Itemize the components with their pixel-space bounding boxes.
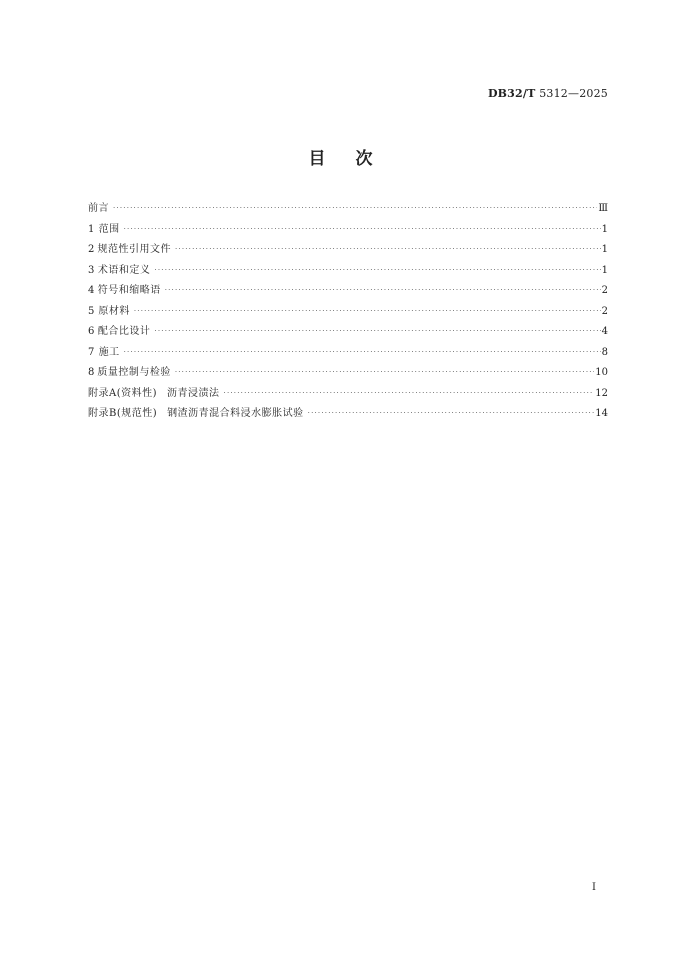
toc-entry-label xyxy=(88,404,308,419)
toc-entry-appendix-b[interactable] xyxy=(88,404,608,425)
toc-entry-label: 规范性引用文件 xyxy=(97,244,171,255)
page-number: Ⅰ xyxy=(592,882,596,893)
toc-entry-foreword[interactable] xyxy=(88,199,608,220)
toc-leader-dots xyxy=(175,245,601,253)
toc-page-number: 1 xyxy=(601,264,608,276)
toc-page-number: 8 xyxy=(601,346,608,358)
toc-leader-dots xyxy=(308,409,595,417)
toc-leader-dots xyxy=(124,348,601,356)
toc-entry-label: 原材料 xyxy=(98,305,130,317)
toc-entry-number: 5 xyxy=(88,305,95,317)
toc-entry-number: 7 xyxy=(88,346,95,358)
toc-leader-dots xyxy=(224,389,595,397)
toc-entry-quality-control[interactable] xyxy=(88,363,608,384)
toc-page-number: 2 xyxy=(601,285,608,296)
toc-entry-label: 施工 xyxy=(98,346,120,358)
toc-page-number: Ⅲ xyxy=(598,203,608,214)
toc-page-number: 2 xyxy=(601,305,608,317)
toc-leader-dots xyxy=(113,204,597,212)
appendix-title: 沥青浸渍法 xyxy=(167,387,220,399)
appendix-title: 钢渣沥青混合料浸水膨胀试验 xyxy=(167,408,304,419)
toc-entry-number: 4 xyxy=(88,285,95,296)
toc-entry-raw-materials[interactable] xyxy=(88,302,608,323)
toc-leader-dots xyxy=(175,368,594,376)
toc-entry-number: 3 xyxy=(88,264,95,276)
toc-entry-label: 配合比设计 xyxy=(97,326,151,337)
toc-entry-number: 6 xyxy=(88,326,95,337)
toc-leader-dots xyxy=(134,307,601,315)
toc-entry-construction[interactable] xyxy=(88,343,608,364)
toc-entry-label: 质量控制与检验 xyxy=(97,367,171,378)
toc-entry-number: 8 xyxy=(88,367,95,378)
document-code-number: 5312—2025 xyxy=(535,87,608,100)
toc-entry-normative-references[interactable] xyxy=(88,240,608,261)
toc-entry-scope[interactable] xyxy=(88,220,608,241)
toc-page-number: 1 xyxy=(601,244,608,255)
toc-entry-symbols-abbreviations[interactable] xyxy=(88,281,608,302)
toc-entry-label: 前言 xyxy=(88,203,109,214)
toc-page-number: 4 xyxy=(601,326,608,337)
toc-leader-dots xyxy=(154,327,600,335)
document-code xyxy=(488,87,608,100)
toc-entry-label: 符号和缩略语 xyxy=(97,285,161,296)
toc-entry-label: 范围 xyxy=(98,223,120,235)
toc-page-number: 12 xyxy=(595,387,608,399)
toc-page-number: 14 xyxy=(595,408,608,419)
toc-entry-label xyxy=(88,384,224,399)
toc-leader-dots xyxy=(165,286,601,294)
toc-page-number: 10 xyxy=(595,367,608,378)
appendix-designation: 附录A(资料性) xyxy=(88,387,158,399)
table-of-contents xyxy=(88,199,608,425)
document-code-prefix: DB32/T xyxy=(487,87,536,100)
toc-entry-mix-design[interactable] xyxy=(88,322,608,343)
toc-entry-terms-definitions[interactable] xyxy=(88,261,608,282)
toc-entry-appendix-a[interactable] xyxy=(88,384,608,405)
toc-entry-label: 术语和定义 xyxy=(97,264,151,276)
toc-entry-number: 2 xyxy=(88,244,95,255)
page-title: 目次 xyxy=(308,149,403,169)
toc-page-number: 1 xyxy=(601,223,608,235)
toc-entry-number: 1 xyxy=(88,223,95,235)
toc-leader-dots xyxy=(154,266,600,274)
appendix-designation: 附录B(规范性) xyxy=(88,408,158,419)
toc-leader-dots xyxy=(124,225,601,233)
